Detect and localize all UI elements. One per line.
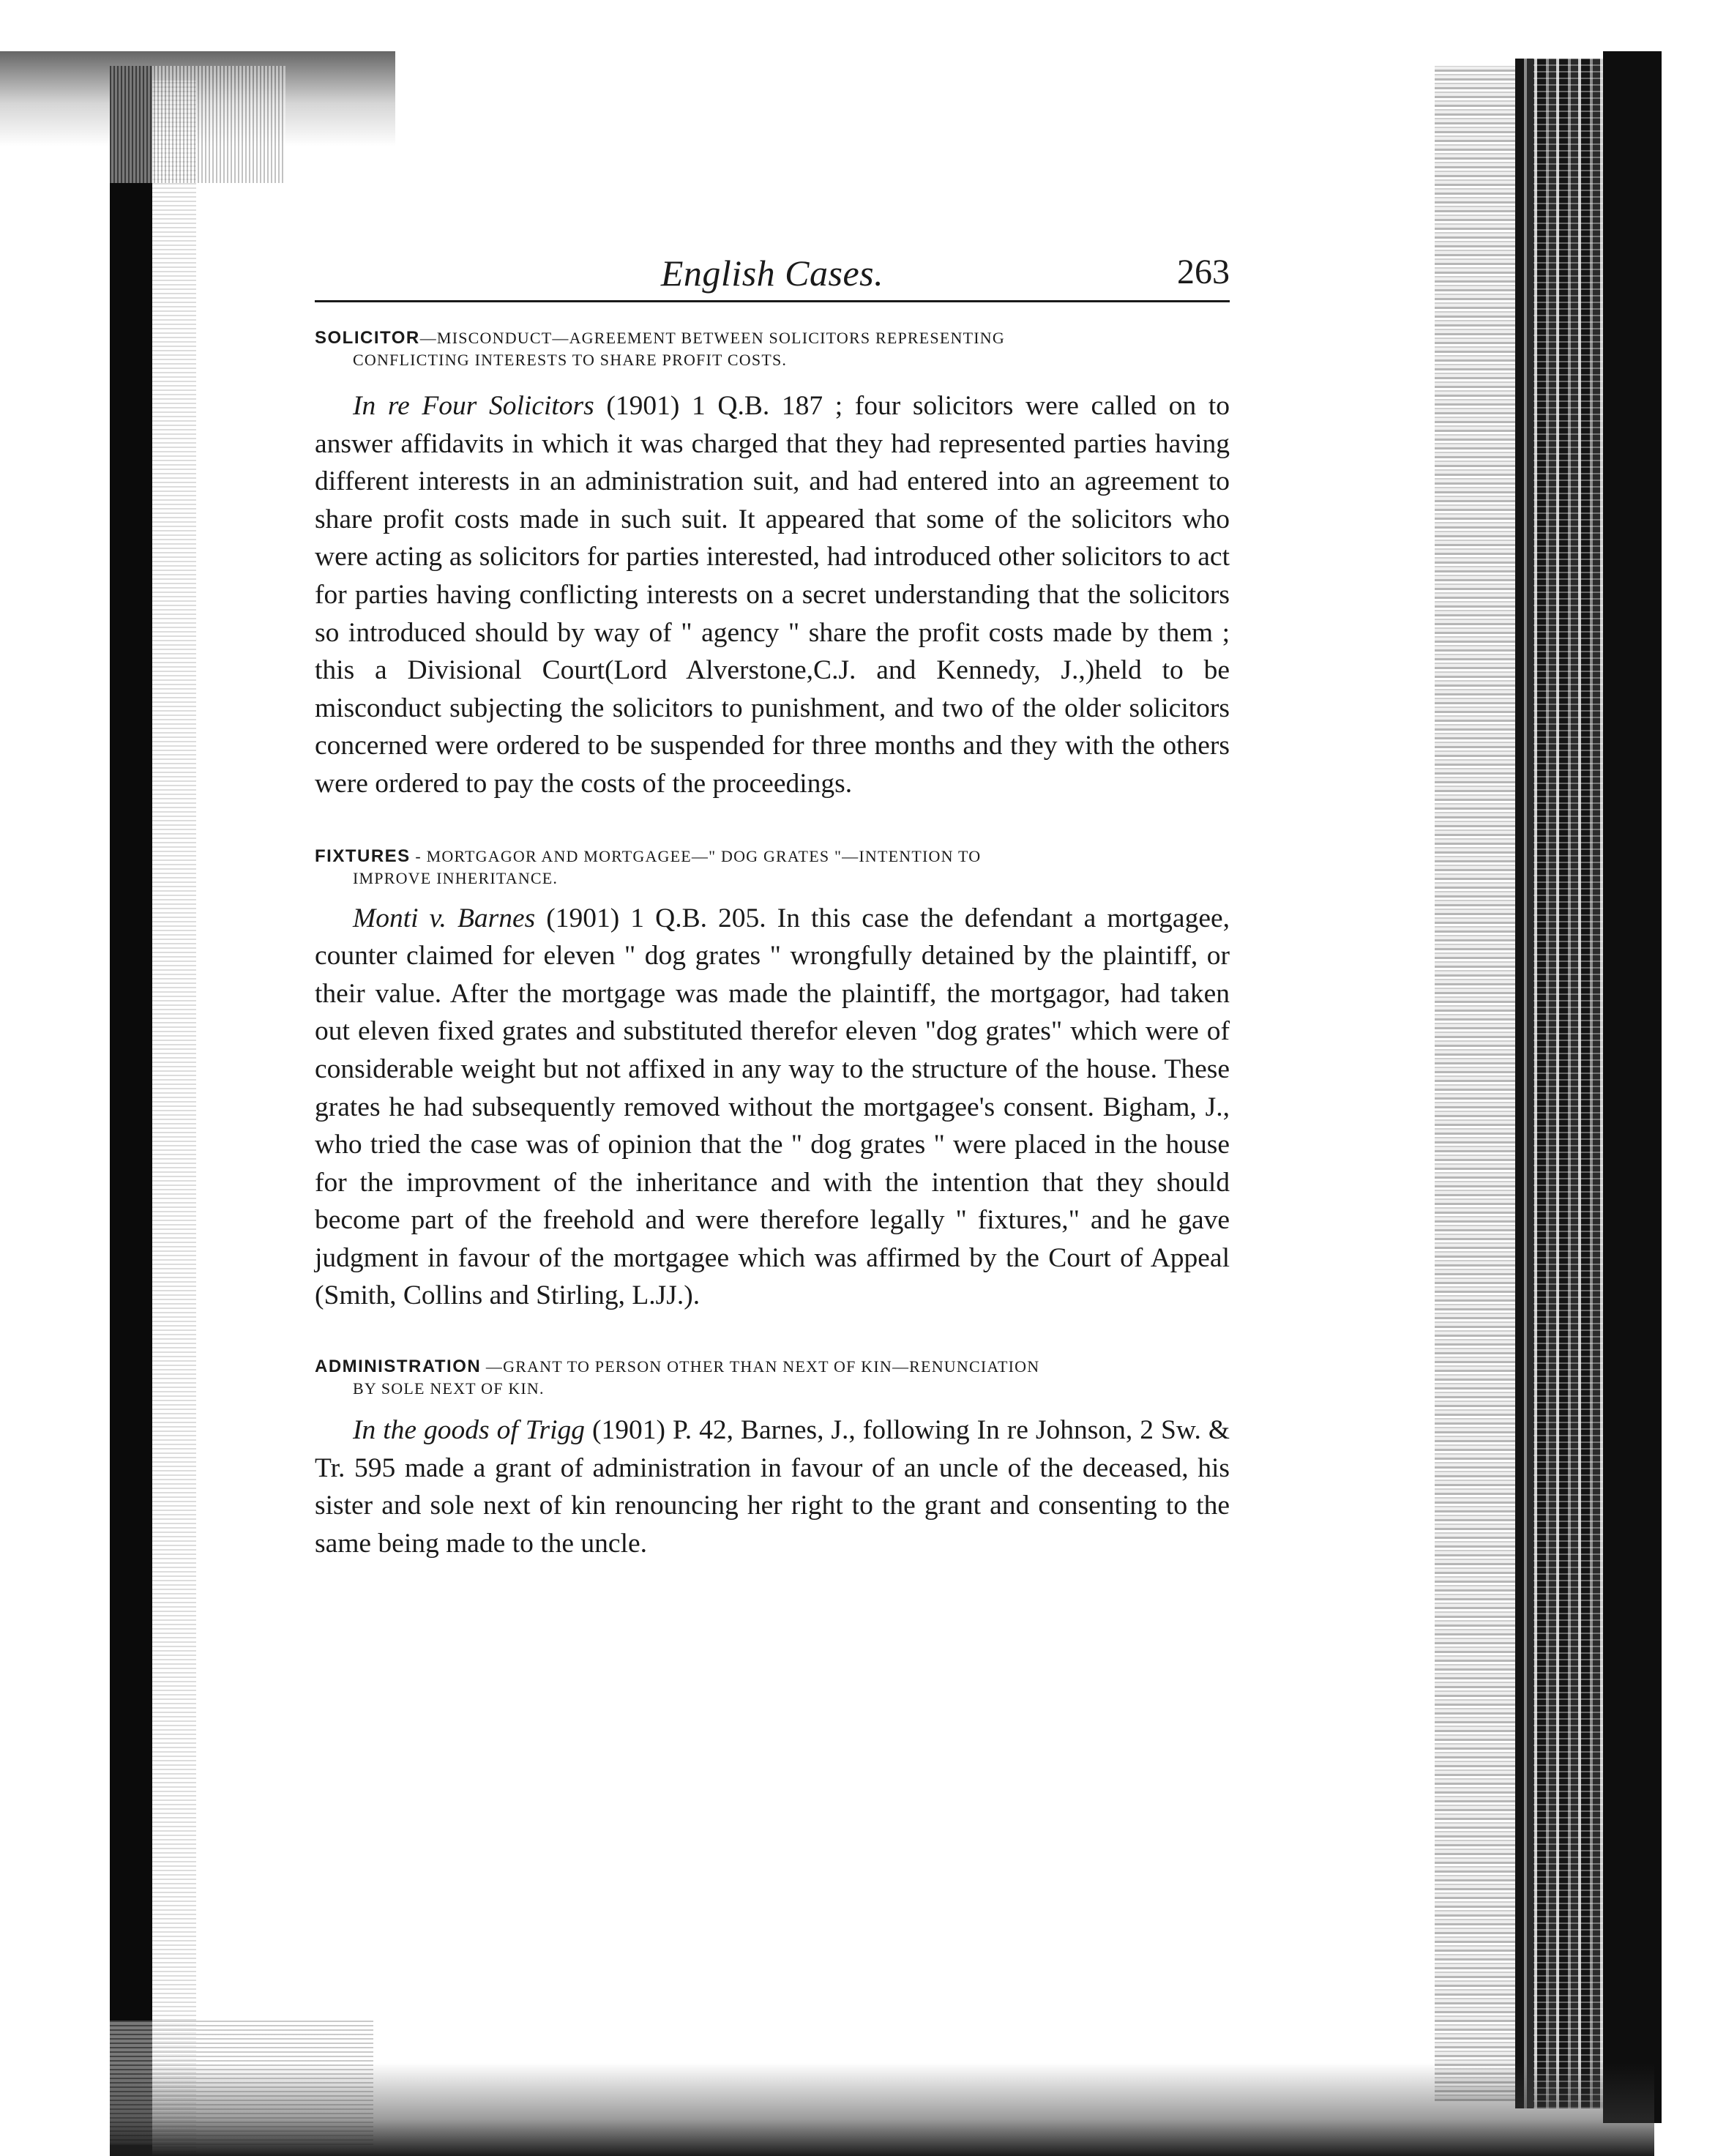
heading-lead: SOLICITOR: [315, 328, 420, 348]
scan-binding-left: [110, 66, 152, 2156]
case-text: (1901) 1 Q.B. 205. In this case the defendant a mortgagee, counter claimed for eleven " dog grates " wrongfully detained by the plaintiff, or their value. After the mortgage was made the plaintiff, the mortgagor, had taken out eleven fixed grates and substituted therefor eleven "dog grates" which were of considerable weight but not affixed in any way to the structure of the house. These grates he had subsequently removed without the mortgagee's consent. Bigham, J., who tried the case was of opinion that the " dog grates " were placed in the house for the improvment of the inheritance and with the intention that they should become part of the freehold and were therefore legally " fixtures," and he gave judgment in favour of the mortgagee which was affirmed by the Court of Appeal (Smith, Collins and Stirling, L.JJ.).: [315, 903, 1230, 1311]
case-paragraph: [315, 387, 1230, 803]
case-name: Monti v. Barnes: [353, 903, 536, 933]
case-name: In re Four Solicitors: [353, 391, 594, 421]
case-paragraph: [315, 1411, 1230, 1562]
scan-edge-right: [1603, 51, 1662, 2123]
case-text: (1901) P. 42, Barnes, J., following In re Johnson, 2 Sw. & Tr. 595 made a grant of administration in favour of an uncle of the deceased, his sister and sole next of kin renouncing her right to the grant and consenting to the same being made to the uncle.: [315, 1415, 1230, 1559]
section-heading: [315, 1356, 1230, 1400]
heading-line2: IMPROVE INHERITANCE.: [353, 868, 558, 887]
scan-shadow-bottom: [110, 2063, 1654, 2156]
page-number: 263: [1177, 253, 1230, 291]
page-body: [315, 249, 1230, 1562]
heading-lead: ADMINISTRATION: [315, 1357, 482, 1377]
running-title: English Cases.: [660, 253, 884, 294]
heading-lead: FIXTURES: [315, 846, 411, 866]
scan-noise-left: [152, 81, 196, 2152]
scan-noise-top-corner: [110, 66, 285, 183]
section-heading: [315, 846, 1230, 889]
case-text: (1901) 1 Q.B. 187 ; four solicitors were called on to answer affidavits in which it was charged that they had represented parties having different interests in an administration suit, and had entered into an agreement to share profit costs made in such suit. It appeared that some of the solicitors who were acting as solicitors for parties interested, had introduced other solicitors to act for parties having conflicting interests on a secret understanding that the solicitors so introduced should by way of " agency " share the profit costs made by them ; this a Divisional Court(Lord Alverstone,C.J. and Kennedy, J.,)held to be misconduct subjecting the solicitors to punishment, and two of the older solicitors concerned were ordered to be suspended for three months and they with the others were ordered to pay the costs of the proceedings.: [315, 391, 1230, 799]
heading-rest: —MISCONDUCT—AGREEMENT BETWEEN SOLICITORS REPRESENTING: [419, 329, 1005, 347]
heading-rest: - MORTGAGOR AND MORTGAGEE—" DOG GRATES "—INTENTION TO: [410, 846, 982, 865]
heading-line2: BY SOLE NEXT OF KIN.: [353, 1379, 545, 1398]
scan-noise-right: [1533, 59, 1603, 2108]
case-name: In the goods of Trigg: [353, 1415, 586, 1446]
section-heading: [315, 327, 1230, 371]
heading-line2: CONFLICTING INTERESTS TO SHARE PROFIT COSTS.: [353, 351, 788, 369]
case-paragraph: [315, 900, 1230, 1316]
scan-page-edges-right: [1435, 66, 1515, 2101]
heading-rest: —GRANT TO PERSON OTHER THAN NEXT OF KIN—RENUNCIATION: [481, 1357, 1040, 1376]
running-head: [315, 249, 1230, 302]
